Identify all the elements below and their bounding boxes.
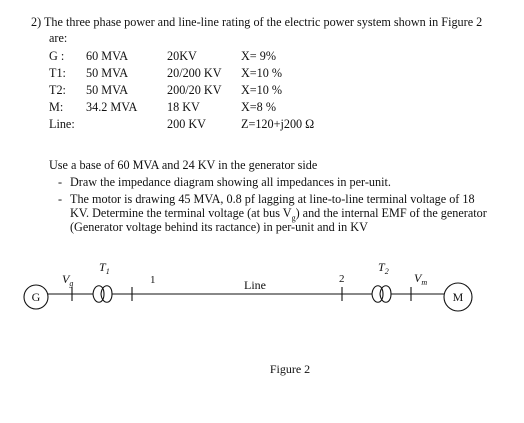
- rating-label: Line:: [49, 117, 75, 131]
- rating-mva: 60 MVA: [86, 49, 129, 63]
- rating-mva: 50 MVA: [86, 83, 129, 97]
- rating-kv: 20/200 KV: [167, 66, 222, 80]
- bus-1-label: 1: [150, 274, 156, 286]
- t1-label: $T_1$: [99, 260, 110, 276]
- rating-x: X=10 %: [241, 66, 283, 80]
- bullet-dash: -: [58, 175, 63, 189]
- rating-kv: 200/20 KV: [167, 83, 222, 97]
- bus-2-label: 2: [339, 273, 345, 285]
- bullet-2-line3: (Generator voltage behind its ractance) in per-unit and in KV: [70, 220, 368, 234]
- bullet-1-text: Draw the impedance diagram showing all impedances in per-unit.: [70, 175, 391, 189]
- vm-label: $V_m$: [414, 271, 428, 287]
- bullet-2-line2: KV. Determine the terminal voltage (at bus $V_g$) and the internal EMF of the generator: [70, 206, 487, 223]
- rating-kv: 200 KV: [167, 117, 206, 131]
- bullet-2-line1: The motor is drawing 45 MVA, 0.8 pf lagging at line-to-line terminal voltage of 18: [70, 192, 475, 206]
- rating-label: T2:: [49, 83, 66, 97]
- t1-coil-secondary: [101, 286, 112, 303]
- motor-label: M: [452, 290, 464, 304]
- question-title-cont: are:: [49, 31, 68, 45]
- figure-caption: Figure 2: [269, 362, 311, 376]
- bullet-dash: -: [58, 192, 63, 206]
- rating-x: X=10 %: [241, 83, 283, 97]
- vg-label: $V_g$: [62, 272, 74, 288]
- base-statement: Use a base of 60 MVA and 24 KV in the generator side: [49, 158, 318, 172]
- line-label: Line: [244, 278, 266, 292]
- t2-label: $T_2$: [378, 260, 389, 276]
- t2-coil-secondary: [380, 286, 391, 303]
- generator-label: G: [31, 290, 41, 304]
- rating-x: Z=120+j200 Ω: [241, 117, 315, 131]
- rating-label: G :: [49, 49, 65, 63]
- rating-label: M:: [49, 100, 64, 114]
- rating-mva: 34.2 MVA: [86, 100, 138, 114]
- rating-x: X=8 %: [241, 100, 276, 114]
- rating-kv: 18 KV: [167, 100, 200, 114]
- rating-x: X= 9%: [241, 49, 276, 63]
- rating-kv: 20KV: [167, 49, 197, 63]
- rating-label: T1:: [49, 66, 66, 80]
- question-title: 2) The three phase power and line-line rating of the electric power system shown in Figure 2: [31, 15, 483, 29]
- rating-mva: 50 MVA: [86, 66, 129, 80]
